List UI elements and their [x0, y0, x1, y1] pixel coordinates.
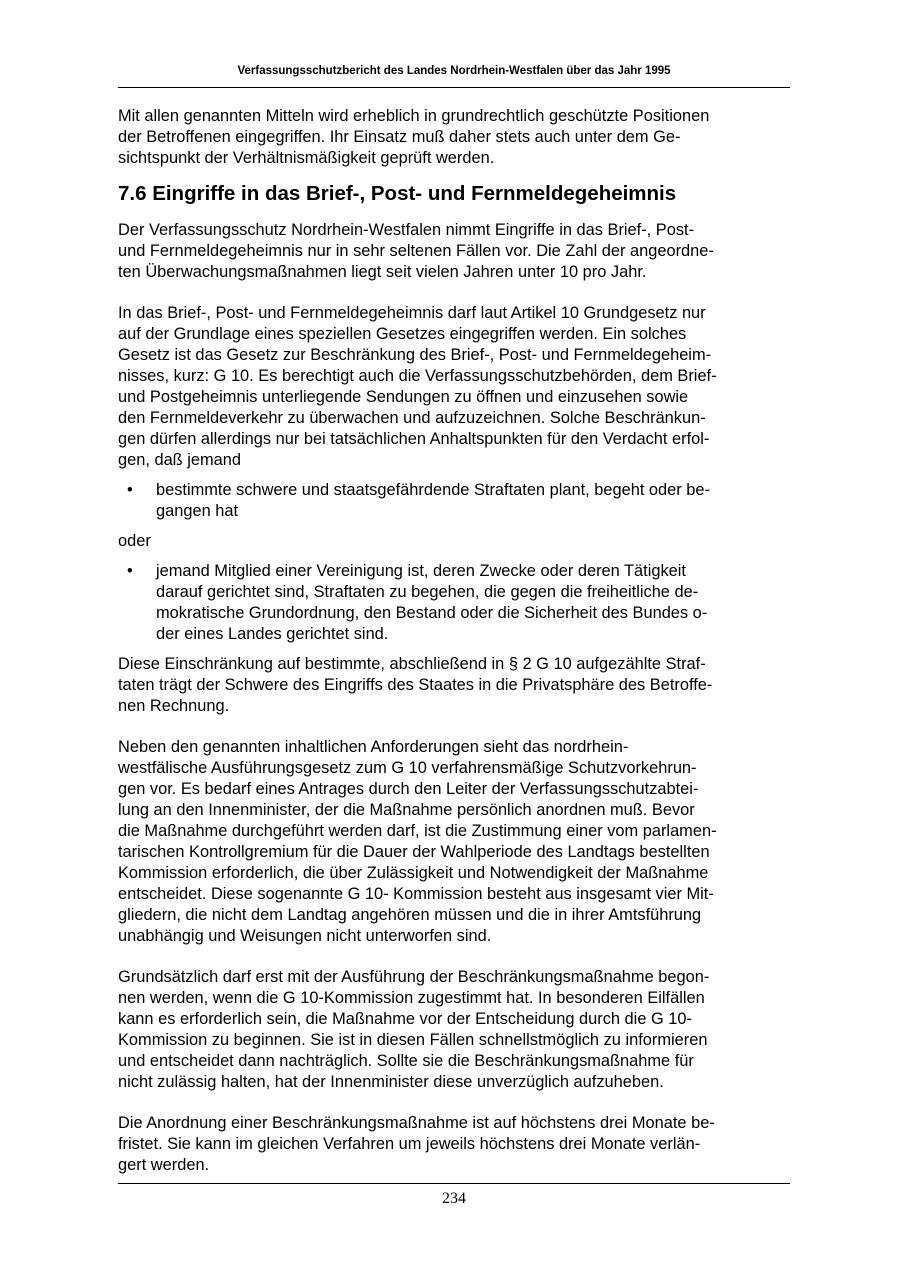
- bullet-item-1: [118, 480, 790, 522]
- text-line: gert werden.: [118, 1156, 210, 1174]
- paragraph-4: [118, 737, 790, 947]
- text-line: westfälische Ausführungsgesetz zum G 10 verfahrensmäßige Schutzvorkehrun-: [118, 759, 697, 777]
- text-line: entscheidet. Diese sogenannte G 10- Kommission besteht aus insgesamt vier Mit-: [118, 885, 714, 903]
- text-line: lung an den Innenminister, der die Maßnahme persönlich anordnen muß. Bevor: [118, 801, 695, 819]
- intro-paragraph: [118, 106, 790, 169]
- paragraph-3: [118, 654, 790, 717]
- connector-text: oder: [118, 532, 151, 550]
- paragraph-2: [118, 303, 790, 471]
- text-line: Die Anordnung einer Beschränkungsmaßnahme ist auf höchstens drei Monate be-: [118, 1114, 715, 1132]
- text-line: und Postgeheimnis unterliegende Sendungen zu öffnen und einzusehen sowie: [118, 388, 689, 406]
- paragraph-1: [118, 220, 790, 283]
- text-line: gen, daß jemand: [118, 451, 242, 469]
- page-body: [118, 106, 790, 1176]
- text-line: Der Verfassungsschutz Nordrhein-Westfalen nimmt Eingriffe in das Brief-, Post-: [118, 221, 695, 239]
- text-line: und Fernmeldegeheimnis nur in sehr seltenen Fällen vor. Die Zahl der angeordne-: [118, 242, 714, 260]
- text-line: tarischen Kontrollgremium für die Dauer der Wahlperiode des Landtags bestellten: [118, 843, 710, 861]
- text-line: unabhängig und Weisungen nicht unterworfen sind.: [118, 927, 492, 945]
- header-rule: [118, 87, 790, 88]
- text-line: nen Rechnung.: [118, 697, 230, 715]
- text-line: Diese Einschränkung auf bestimmte, abschließend in § 2 G 10 aufgezählte Straf-: [118, 655, 706, 673]
- paragraph-5: [118, 967, 790, 1093]
- text-line: sichtspunkt der Verhältnismäßigkeit geprüft werden.: [118, 149, 495, 167]
- text-line: gen vor. Es bedarf eines Antrages durch den Leiter der Verfassungsschutzabtei-: [118, 780, 699, 798]
- section-heading: 7.6 Eingriffe in das Brief-, Post- und Fernmeldegeheimnis: [118, 182, 677, 205]
- text-line: darauf gerichtet sind, Straftaten zu begehen, die gegen die freiheitliche de-: [156, 583, 699, 601]
- text-line: Grundsätzlich darf erst mit der Ausführung der Beschränkungsmaßnahme begon-: [118, 968, 710, 986]
- paragraph-6: [118, 1113, 790, 1176]
- running-header: Verfassungsschutzbericht des Landes Nordrhein-Westfalen über das Jahr 1995: [237, 65, 671, 77]
- text-line: nicht zulässig halten, hat der Innenminister diese unverzüglich aufzuheben.: [118, 1073, 664, 1091]
- text-line: Mit allen genannten Mitteln wird erheblich in grundrechtlich geschützte Positionen: [118, 107, 710, 125]
- text-line: auf der Grundlage eines speziellen Gesetzes eingegriffen werden. Ein solches: [118, 325, 687, 343]
- text-line: gangen hat: [156, 502, 239, 520]
- text-line: die Maßnahme durchgeführt werden darf, ist die Zustimmung einer vom parlamen-: [118, 822, 717, 840]
- text-line: In das Brief-, Post- und Fernmeldegeheimnis darf laut Artikel 10 Grundgesetz nur: [118, 304, 706, 322]
- text-line: gliedern, die nicht dem Landtag angehören müssen und die in ihrer Amtsführung: [118, 906, 702, 924]
- footer-rule: [118, 1183, 790, 1184]
- text-line: nen werden, wenn die G 10-Kommission zugestimmt hat. In besonderen Eilfällen: [118, 989, 705, 1007]
- text-line: Kommission erforderlich, die über Zulässigkeit und Notwendigkeit der Maßnahme: [118, 864, 709, 882]
- bullet-item-2: [118, 561, 790, 645]
- text-line: kann es erforderlich sein, die Maßnahme vor der Entscheidung durch die G 10-: [118, 1010, 692, 1028]
- text-line: fristet. Sie kann im gleichen Verfahren um jeweils höchstens drei Monate verlän-: [118, 1135, 701, 1153]
- text-line: mokratische Grundordnung, den Bestand oder die Sicherheit des Bundes o-: [156, 604, 708, 622]
- text-line: der Betroffenen eingegriffen. Ihr Einsatz muß daher stets auch unter dem Ge-: [118, 128, 681, 146]
- bullet-icon: •: [127, 562, 133, 580]
- text-line: gen dürfen allerdings nur bei tatsächlichen Anhaltspunkten für den Verdacht erfol-: [118, 430, 710, 448]
- text-line: ten Überwachungsmaßnahmen liegt seit vielen Jahren unter 10 pro Jahr.: [118, 263, 647, 281]
- text-line: Kommission zu beginnen. Sie ist in diesen Fällen schnellstmöglich zu informieren: [118, 1031, 708, 1049]
- page-number: 234: [442, 1190, 466, 1207]
- text-line: den Fernmeldeverkehr zu überwachen und aufzuzeichnen. Solche Beschränkun-: [118, 409, 706, 427]
- text-line: bestimmte schwere und staatsgefährdende Straftaten plant, begeht oder be-: [156, 481, 710, 499]
- bullet-icon: •: [127, 481, 133, 499]
- text-line: taten trägt der Schwere des Eingriffs des Staates in die Privatsphäre des Betroffe-: [118, 676, 713, 694]
- text-line: Neben den genannten inhaltlichen Anforderungen sieht das nordrhein-: [118, 738, 629, 756]
- text-line: der eines Landes gerichtet sind.: [156, 625, 389, 643]
- text-line: und entscheidet dann nachträglich. Sollte sie die Beschränkungsmaßnahme für: [118, 1052, 694, 1070]
- text-line: nisses, kurz: G 10. Es berechtigt auch die Verfassungsschutzbehörden, dem Brief-: [118, 367, 717, 385]
- text-line: jemand Mitglied einer Vereinigung ist, deren Zwecke oder deren Tätigkeit: [156, 562, 686, 580]
- text-line: Gesetz ist das Gesetz zur Beschränkung des Brief-, Post- und Fernmeldegeheim-: [118, 346, 712, 364]
